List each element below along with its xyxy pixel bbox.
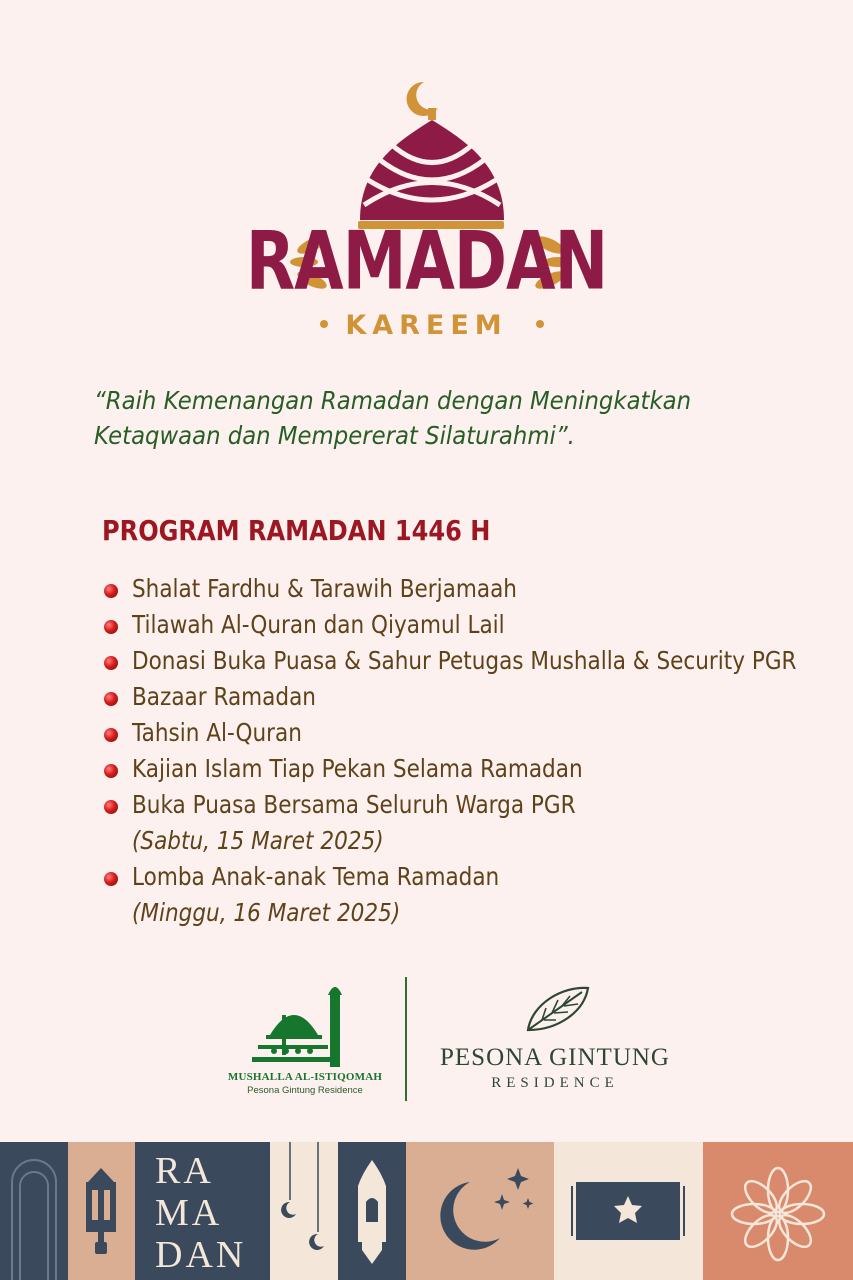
program-item (104, 571, 844, 607)
bullet-icon (104, 620, 118, 634)
ramadan-kareem-logo (0, 70, 853, 360)
banner-word-ra: RA (155, 1150, 214, 1192)
bullet-icon (104, 764, 118, 778)
program-item-date: (Minggu, 16 Maret 2025) (132, 898, 401, 927)
program-title: PROGRAM RAMADAN 1446 H (102, 514, 491, 547)
program-item (104, 859, 844, 931)
banner-word-dan: DAN (155, 1234, 247, 1276)
program-item-label: Buka Puasa Bersama Seluruh Warga PGR (132, 790, 576, 819)
ramadan-pattern-banner (0, 1142, 853, 1280)
program-item-label: Donasi Buka Puasa & Sahur Petugas Mushalla & Security PGR (132, 646, 797, 675)
mushalla-name: MUSHALLA AL-ISTIQOMAH (227, 1071, 383, 1083)
program-item-label: Shalat Fardhu & Tarawih Berjamaah (132, 574, 517, 603)
program-item-label: Tahsin Al-Quran (132, 718, 302, 747)
pesona-gintung-name: PESONA GINTUNG (440, 1044, 670, 1071)
program-item-label: Tilawah Al-Quran dan Qiyamul Lail (132, 610, 505, 639)
program-item-label: Lomba Anak-anak Tema Ramadan (132, 862, 500, 891)
bullet-icon (104, 656, 118, 670)
bullet-icon (104, 728, 118, 742)
program-item-label: Bazaar Ramadan (132, 682, 316, 711)
leaf-icon (522, 984, 592, 1034)
program-item-label: Kajian Islam Tiap Pekan Selama Ramadan (132, 754, 583, 783)
pesona-residence-text: RESIDENCE (491, 1075, 619, 1091)
bullet-icon (104, 800, 118, 814)
logo-kareem-text: KAREEM (345, 310, 508, 341)
banner-ramadan-word (135, 1150, 270, 1276)
program-item (104, 787, 844, 859)
quote-text: “Raih Kemenangan Ramadan dengan Meningkatkan Ketaqwaan dan Mempererat Silaturahmi”. (94, 386, 692, 450)
program-item (104, 715, 844, 751)
program-item (104, 751, 844, 787)
program-item (104, 679, 844, 715)
program-item (104, 607, 844, 643)
bullet-icon (104, 584, 118, 598)
bullet-icon (104, 872, 118, 886)
logo-divider (405, 977, 407, 1101)
program-item-date: (Sabtu, 15 Maret 2025) (132, 826, 384, 855)
banner-word-ma: MA (155, 1192, 223, 1234)
program-list (104, 571, 844, 931)
program-item (104, 643, 844, 679)
bullet-icon (104, 692, 118, 706)
logo-ramadan-text: RAMADAN (245, 215, 608, 309)
mushalla-subtitle: Pesona Gintung Residence (247, 1085, 363, 1096)
